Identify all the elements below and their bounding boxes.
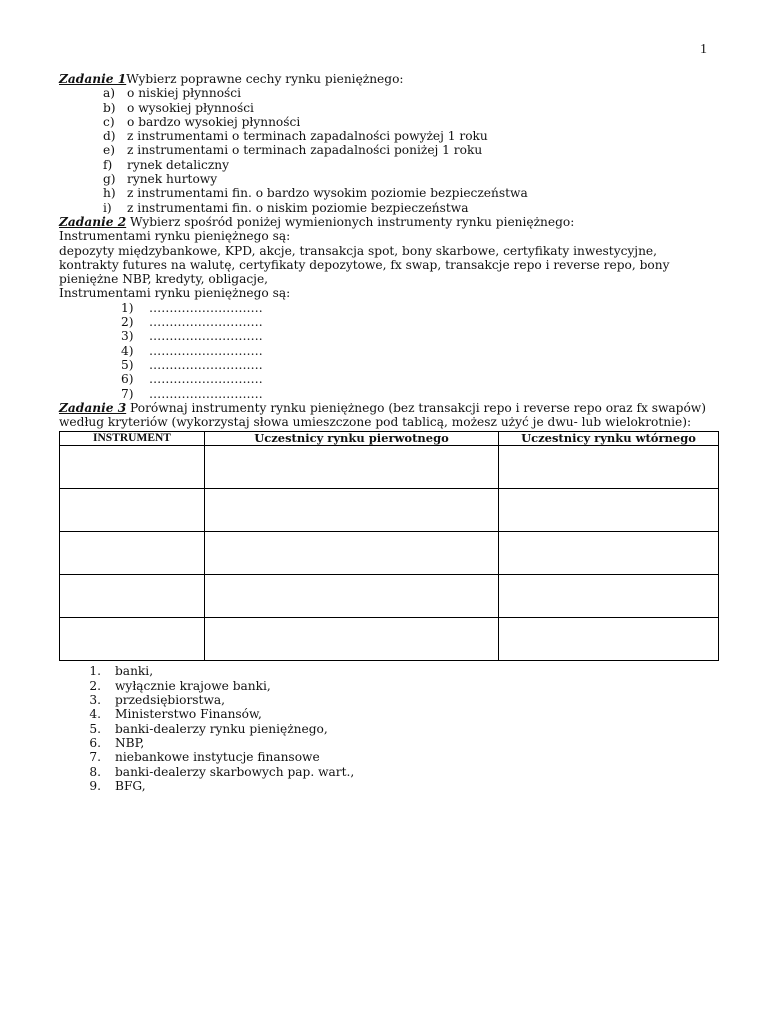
table-row [60,575,719,618]
task3-title: Zadanie 3 [59,400,127,415]
list-item: 7. niebankowe instytucje finansowe [89,750,320,765]
task1-option-b: b) o wysokiej płynności [103,100,254,115]
answer-blank-5[interactable]: 5) ………………………. [121,357,263,372]
list-item: 3. przedsiębiorstwa, [89,693,226,708]
task1-option-g: g) rynek hurtowy [103,172,218,187]
secondary-market-cell[interactable] [499,532,719,575]
answer-blank-4[interactable]: 4) ………………………. [121,343,263,358]
instrument-cell[interactable] [60,618,205,661]
task2-answer-intro: Instrumentami rynku pieniężnego są: [59,286,291,301]
primary-market-cell[interactable] [205,575,499,618]
task1-option-h: h) z instrumentami fin. o bardzo wysokim poziomie bezpieczeństwa [103,186,528,201]
task1-heading [59,72,719,86]
list-item: 6. NBP, [89,735,145,750]
list-item: 5. banki-dealerzy rynku pieniężnego, [89,721,328,736]
column-header-primary-market: Uczestnicy rynku pierwotnego [205,432,499,446]
instrument-cell[interactable] [60,575,205,618]
primary-market-cell[interactable] [205,489,499,532]
task2-candidates: depozyty międzybankowe, KPD, akcje, transakcja spot, bony skarbowe, certyfikaty inwestycyjne, kontrakty futures na walutę, certyfikaty depozytowe, fx swap, transakcje repo i reverse repo, bony pieniężne NBP, kredyty, obligacje, [59,243,670,287]
task1-option-i: i) z instrumentami fin. o niskim poziomie bezpieczeństwa [103,200,469,215]
column-header-instrument: INSTRUMENT [60,432,205,446]
participant-word-list [59,664,719,793]
instrument-cell[interactable] [60,489,205,532]
task1-option-c: c) o bardzo wysokiej płynności [103,114,301,129]
task1-title: Zadanie 1 [59,72,127,86]
task2-intro: Instrumentami rynku pieniężnego są: [59,229,291,244]
secondary-market-cell[interactable] [499,446,719,489]
task2-title: Zadanie 2 [59,214,127,229]
secondary-market-cell[interactable] [499,618,719,661]
primary-market-cell[interactable] [205,446,499,489]
answer-blank-6[interactable]: 6) ………………………. [121,372,263,387]
page-number: 1 [700,42,707,57]
task1-option-d: d) z instrumentami o terminach zapadalności powyżej 1 roku [103,129,488,144]
task1-options [59,86,719,215]
worksheet [59,72,719,793]
list-item: 8. banki-dealerzy skarbowych pap. wart., [89,764,355,779]
task1-option-f: f) rynek detaliczny [103,157,229,172]
answer-blank-2[interactable]: 2) ………………………. [121,315,263,330]
answer-blank-3[interactable]: 3) ………………………. [121,329,263,344]
table-row [60,489,719,532]
primary-market-cell[interactable] [205,618,499,661]
primary-market-cell[interactable] [205,532,499,575]
answer-blank-7[interactable]: 7) ………………………. [121,386,263,401]
task1-prompt: Wybierz poprawne cechy rynku pieniężnego: [126,72,404,86]
task2-answer-blanks [59,301,719,401]
column-header-secondary-market: Uczestnicy rynku wtórnego [499,432,719,446]
table-row [60,446,719,489]
comparison-table [59,431,719,661]
task3-prompt: Porównaj instrumenty rynku pieniężnego (bez transakcji repo i reverse repo oraz fx swapów) według kryteriów (wykorzystaj słowa umieszczone pod tablicą, możesz użyć je dwu- lub wielokrotnie): [59,400,706,430]
table-row [60,532,719,575]
table-header-row [60,432,719,446]
list-item: 4. Ministerstwo Finansów, [89,707,262,722]
instrument-cell[interactable] [60,532,205,575]
secondary-market-cell[interactable] [499,489,719,532]
instrument-cell[interactable] [60,446,205,489]
table-row [60,618,719,661]
task1-option-a: a) o niskiej płynności [103,86,242,101]
task2-heading [59,215,719,229]
list-item: 9. BFG, [89,778,146,793]
task2-prompt: Wybierz spośród poniżej wymienionych instrumenty rynku pieniężnego: [126,214,575,229]
task3-heading [59,401,719,430]
answer-blank-1[interactable]: 1) ………………………. [121,300,263,315]
secondary-market-cell[interactable] [499,575,719,618]
list-item: 1. banki, [89,664,154,679]
task1-option-e: e) z instrumentami o terminach zapadalności poniżej 1 roku [103,143,483,158]
list-item: 2. wyłącznie krajowe banki, [89,678,271,693]
